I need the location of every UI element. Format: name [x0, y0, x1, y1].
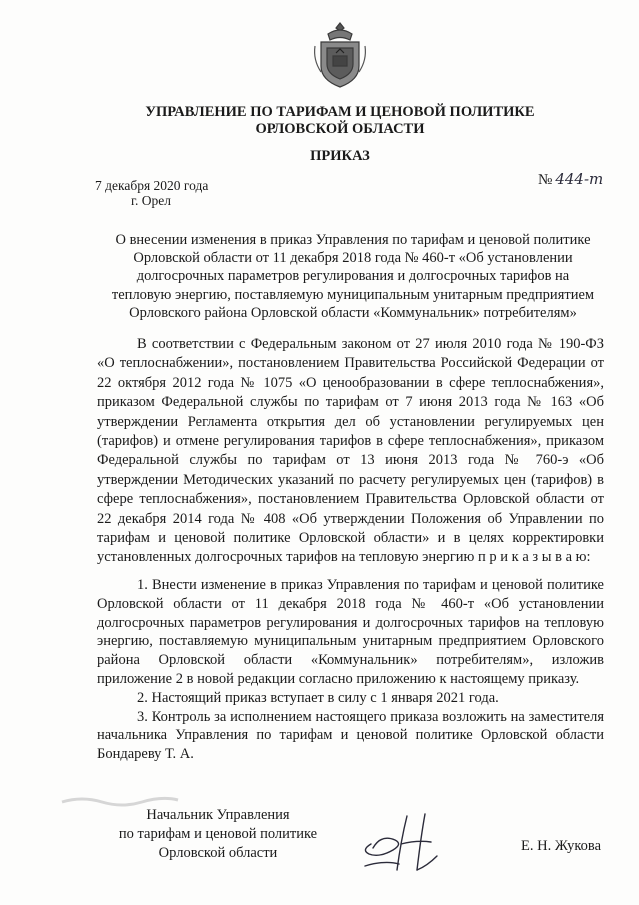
subject-line: долгосрочных параметров регулирования и долгосрочных тарифов на — [136, 268, 570, 285]
document-type: ПРИКАЗ — [310, 148, 370, 164]
subject-line: Орловской области от 11 декабря 2018 года № 460-т «Об установлении — [133, 250, 573, 267]
order-item: 1. Внести изменение в приказ Управления по тарифам и ценовой политике Орловской области от 11 декабря 2018 года № 460-т «Об установлении долгосрочных параметров регулирования и долгосрочных тарифов на тепловую энергию, поставляемую муниципальным унитарным предприятием Орловского района Орловской области «Коммунальник» потребителям», изложив приложение 2 в новой редакции согласно приложению к настоящему приказу. — [97, 577, 604, 687]
coat-of-arms-icon — [311, 20, 369, 90]
preamble-text: В соответствии с Федеральным законом от 27 июля 2010 года № 190-ФЗ «О теплоснабжении», постановлением Правительства Российской Федерации от 22 октября 2012 года № 1075 «О ценообразовании в сфере теплоснабжения», приказом Федеральной службы по тарифам от 7 июня 2013 года № 163 «Об утверждении Регламента открытия дел об установлении регулируемых цен (тарифов) и отмене регулирования тарифов в сфере теплоснабжения», приказом Федеральной службы по тарифам от 13 июня 2013 года № 760-э «Об утверждении Методических указаний по расчету регулируемых цен (тарифов) в сфере теплоснабжения», постановлением Правительства Орловской области от 22 декабря 2014 года № 408 «Об утверждении Положения об Управлении по тарифам и ценовой политике Орловской области» и в целях корректировки установленных долгосрочных тарифов на тепловую энергию — [97, 336, 604, 566]
signatory-title — [98, 806, 338, 863]
decree-word: п р и к а з ы в а ю: — [478, 549, 591, 566]
signatory-title-line2: по тарифам и ценовой политике — [118, 826, 318, 842]
signatory-title-line1: Начальник Управления — [146, 807, 290, 823]
signatory-name: Е. Н. Жукова — [521, 838, 602, 854]
document-city: г. Орел — [131, 193, 171, 208]
preamble-paragraph — [97, 335, 604, 568]
organization-title-line2: ОРЛОВСКОЙ ОБЛАСТИ — [255, 121, 425, 137]
handwritten-signature-icon — [355, 808, 455, 878]
organization-title-line1: УПРАВЛЕНИЕ ПО ТАРИФАМ И ЦЕНОВОЙ ПОЛИТИКЕ — [145, 104, 535, 120]
handwritten-number: 444-т — [555, 170, 604, 188]
order-item: 2. Настоящий приказ вступает в силу с 1 января 2021 года. — [137, 689, 499, 706]
signatory-title-line3: Орловской области — [158, 845, 278, 861]
document-subject — [88, 231, 618, 322]
number-sign: № — [538, 172, 553, 188]
subject-line: Орловского района Орловской области «Коммунальник» потребителям» — [129, 304, 577, 321]
organization-title — [100, 104, 580, 138]
order-items — [97, 576, 604, 764]
document-date: 7 декабря 2020 года — [95, 178, 209, 193]
order-item: 3. Контроль за исполнением настоящего приказа возложить на заместителя начальника Управления по тарифам и ценовой политике Орловской области Бондареву Т. А. — [97, 708, 604, 763]
document-number — [538, 170, 603, 189]
subject-line: О внесении изменения в приказ Управления по тарифам и ценовой политике — [115, 232, 591, 248]
subject-line: тепловую энергию, поставляемую муниципальным унитарным предприятием — [111, 286, 595, 303]
